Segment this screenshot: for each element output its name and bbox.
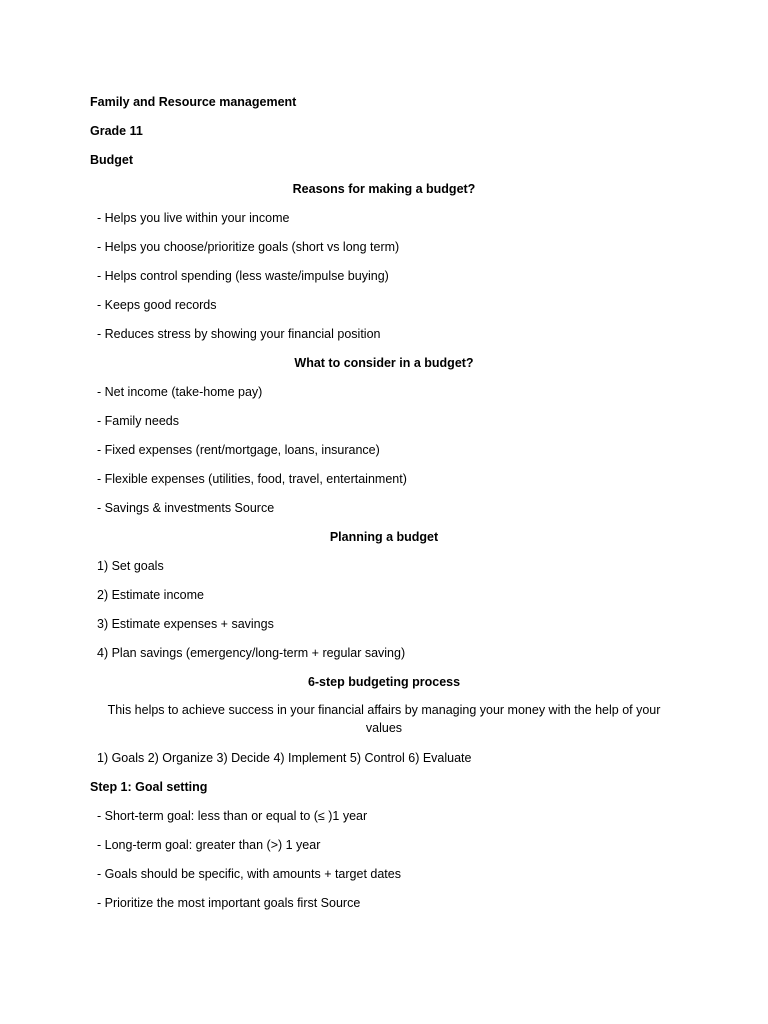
reasons-item: - Helps you live within your income: [97, 211, 290, 225]
planning-item: 2) Estimate income: [97, 588, 204, 602]
step1-item: - Goals should be specific, with amounts + target dates: [97, 867, 401, 881]
reasons-item: - Helps you choose/prioritize goals (short vs long term): [97, 240, 400, 254]
process-steps: 1) Goals 2) Organize 3) Decide 4) Implement 5) Control 6) Evaluate: [97, 751, 472, 765]
step1-item: - Long-term goal: greater than (>) 1 year: [97, 838, 321, 852]
document-body: [90, 92, 678, 922]
planning-item: 3) Estimate expenses + savings: [97, 617, 274, 631]
consider-item: - Net income (take-home pay): [97, 385, 263, 399]
process-description: This helps to achieve success in your financial affairs by managing your money with the help of your values: [107, 703, 661, 735]
planning-item: 1) Set goals: [97, 559, 164, 573]
planning-item: 4) Plan savings (emergency/long-term + regular saving): [97, 646, 406, 660]
planning-heading: Planning a budget: [329, 530, 439, 544]
reasons-item: - Helps control spending (less waste/impulse buying): [97, 269, 389, 283]
reasons-item: - Reduces stress by showing your financial position: [97, 327, 381, 341]
consider-item: - Fixed expenses (rent/mortgage, loans, insurance): [97, 443, 380, 457]
subject-title: Family and Resource management: [90, 95, 297, 109]
reasons-heading: Reasons for making a budget?: [292, 182, 476, 196]
grade-label: Grade 11: [90, 124, 143, 138]
step1-heading: Step 1: Goal setting: [90, 780, 208, 794]
consider-heading: What to consider in a budget?: [294, 356, 474, 370]
reasons-item: - Keeps good records: [97, 298, 217, 312]
consider-item: - Flexible expenses (utilities, food, travel, entertainment): [97, 472, 407, 486]
step1-item: - Prioritize the most important goals first Source: [97, 896, 361, 910]
step1-item: - Short-term goal: less than or equal to (≤ )1 year: [97, 809, 368, 823]
consider-item: - Family needs: [97, 414, 179, 428]
topic-label: Budget: [90, 153, 134, 167]
process-heading: 6-step budgeting process: [307, 675, 461, 689]
consider-item: - Savings & investments Source: [97, 501, 275, 515]
